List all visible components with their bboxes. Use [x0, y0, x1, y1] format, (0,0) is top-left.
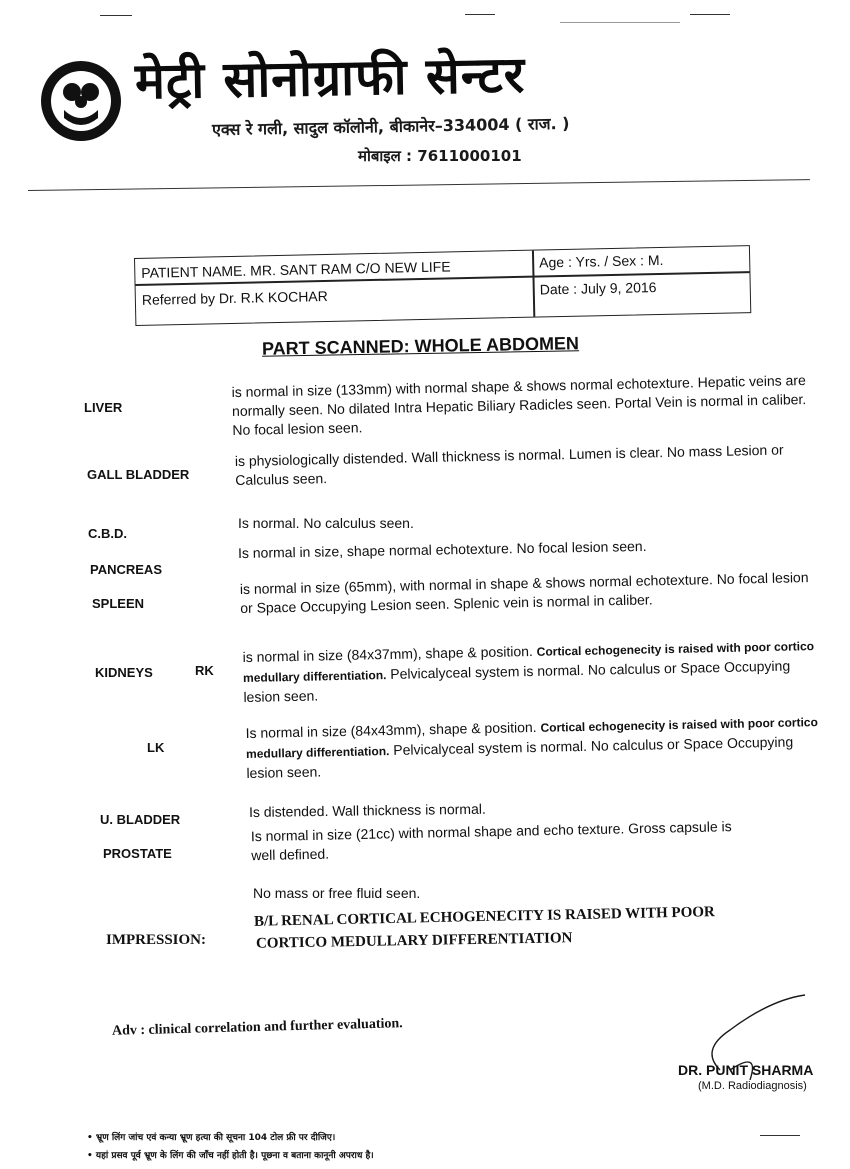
- gall-bladder-finding: is physiologically distended. Wall thickness is normal. Lumen is clear. No mass Lesion or Calculus seen.: [234, 441, 784, 489]
- u-bladder-label: U. BLADDER: [100, 812, 181, 827]
- report-title: PART SCANNED: WHOLE ABDOMEN: [261, 333, 580, 359]
- liver-finding: is normal in size (133mm) with normal shape & shows normal echotexture. Hepatic veins are normally seen. No dilated Intra Hepatic Biliary Radicles seen. Portal Vein is normal in caliber. No focal lesion seen.: [231, 372, 807, 439]
- prostate-finding: Is normal in size (21cc) with normal shape and echo texture. Gross capsule is well defined.: [250, 818, 732, 864]
- referred-by: Referred by Dr. R.K KOCHAR: [141, 287, 328, 308]
- rk-text-b: Pelvicalyceal system is normal. No calculus or Space Occupying lesion seen.: [243, 657, 791, 706]
- center-logo: [38, 58, 124, 144]
- lk-label: LK: [147, 740, 165, 755]
- footer-notice-1: • भ्रूण लिंग जांच एवं कन्या भ्रूण हत्या की सूचना 104 टोल फ्री पर दीजिए।: [87, 1133, 336, 1143]
- lk-text-b: Pelvicalyceal system is normal. No calculus or Space Occupying lesion seen.: [246, 733, 794, 782]
- doctor-qualification: (M.D. Radiodiagnosis): [698, 1080, 807, 1092]
- spleen-finding: is normal in size (65mm), with normal in shape & shows normal echotexture. No focal lesion or Space Occupying Lesion seen. Splenic vein is normal in caliber.: [239, 569, 809, 617]
- footer-notice-2: • यहां प्रसव पूर्व भ्रूण के लिंग की जाँच नहीं होती है। पूछना व बताना कानूनी अपराध है।: [87, 1151, 374, 1161]
- cbd-label: C.B.D.: [88, 526, 127, 541]
- pancreas-finding: Is normal in size, shape normal echotexture. No focal lesion seen.: [237, 537, 647, 562]
- liver-label: LIVER: [84, 400, 123, 415]
- center-mobile: मोबाइल : 7611000101: [358, 147, 522, 165]
- kidneys-label: KIDNEYS: [95, 665, 153, 680]
- center-name: मेट्री सोनोग्राफी सेन्टर: [134, 45, 526, 111]
- spleen-label: SPLEEN: [92, 596, 145, 611]
- gall-bladder-label: GALL BLADDER: [87, 467, 190, 482]
- lk-finding: [245, 712, 821, 783]
- impression-label: IMPRESSION:: [106, 932, 207, 948]
- rk-cortical-note: Cortical echogenecity is raised with poor cortico medullary differentiation.: [242, 639, 815, 686]
- pancreas-label: PANCREAS: [90, 562, 162, 577]
- lk-cortical-note: Cortical echogenecity is raised with poor cortico medullary differentiation.: [245, 715, 818, 762]
- lk-text-a: Is normal in size (84x43mm), shape & position.: [245, 718, 537, 742]
- cbd-finding: Is normal. No calculus seen.: [238, 515, 414, 531]
- doctor-name: DR. PUNIT SHARMA: [678, 1062, 814, 1078]
- u-bladder-finding: Is distended. Wall thickness is normal.: [248, 800, 486, 821]
- no-mass-finding: No mass or free fluid seen.: [253, 885, 421, 901]
- rk-text-a: is normal in size (84x37mm), shape & position.: [242, 642, 533, 666]
- patient-name: PATIENT NAME. MR. SANT RAM C/O NEW LIFE: [141, 258, 451, 281]
- rk-label: RK: [195, 663, 214, 678]
- impression-line1: B/L RENAL CORTICAL ECHOGENECITY IS RAISED WITH POOR: [253, 904, 715, 930]
- rk-finding: [242, 636, 818, 707]
- advice-note: Adv : clinical correlation and further evaluation.: [111, 1016, 403, 1039]
- impression-line2: CORTICO MEDULLARY DIFFERENTIATION: [255, 930, 573, 952]
- patient-age-sex: Age : Yrs. / Sex : M.: [539, 251, 664, 271]
- prostate-label: PROSTATE: [103, 846, 172, 861]
- report-date: Date : July 9, 2016: [539, 279, 657, 298]
- patient-info-box: [134, 245, 751, 326]
- center-address: एक्स रे गली, सादुल कॉलोनी, बीकानेर–334004 ( राज. ): [211, 113, 570, 140]
